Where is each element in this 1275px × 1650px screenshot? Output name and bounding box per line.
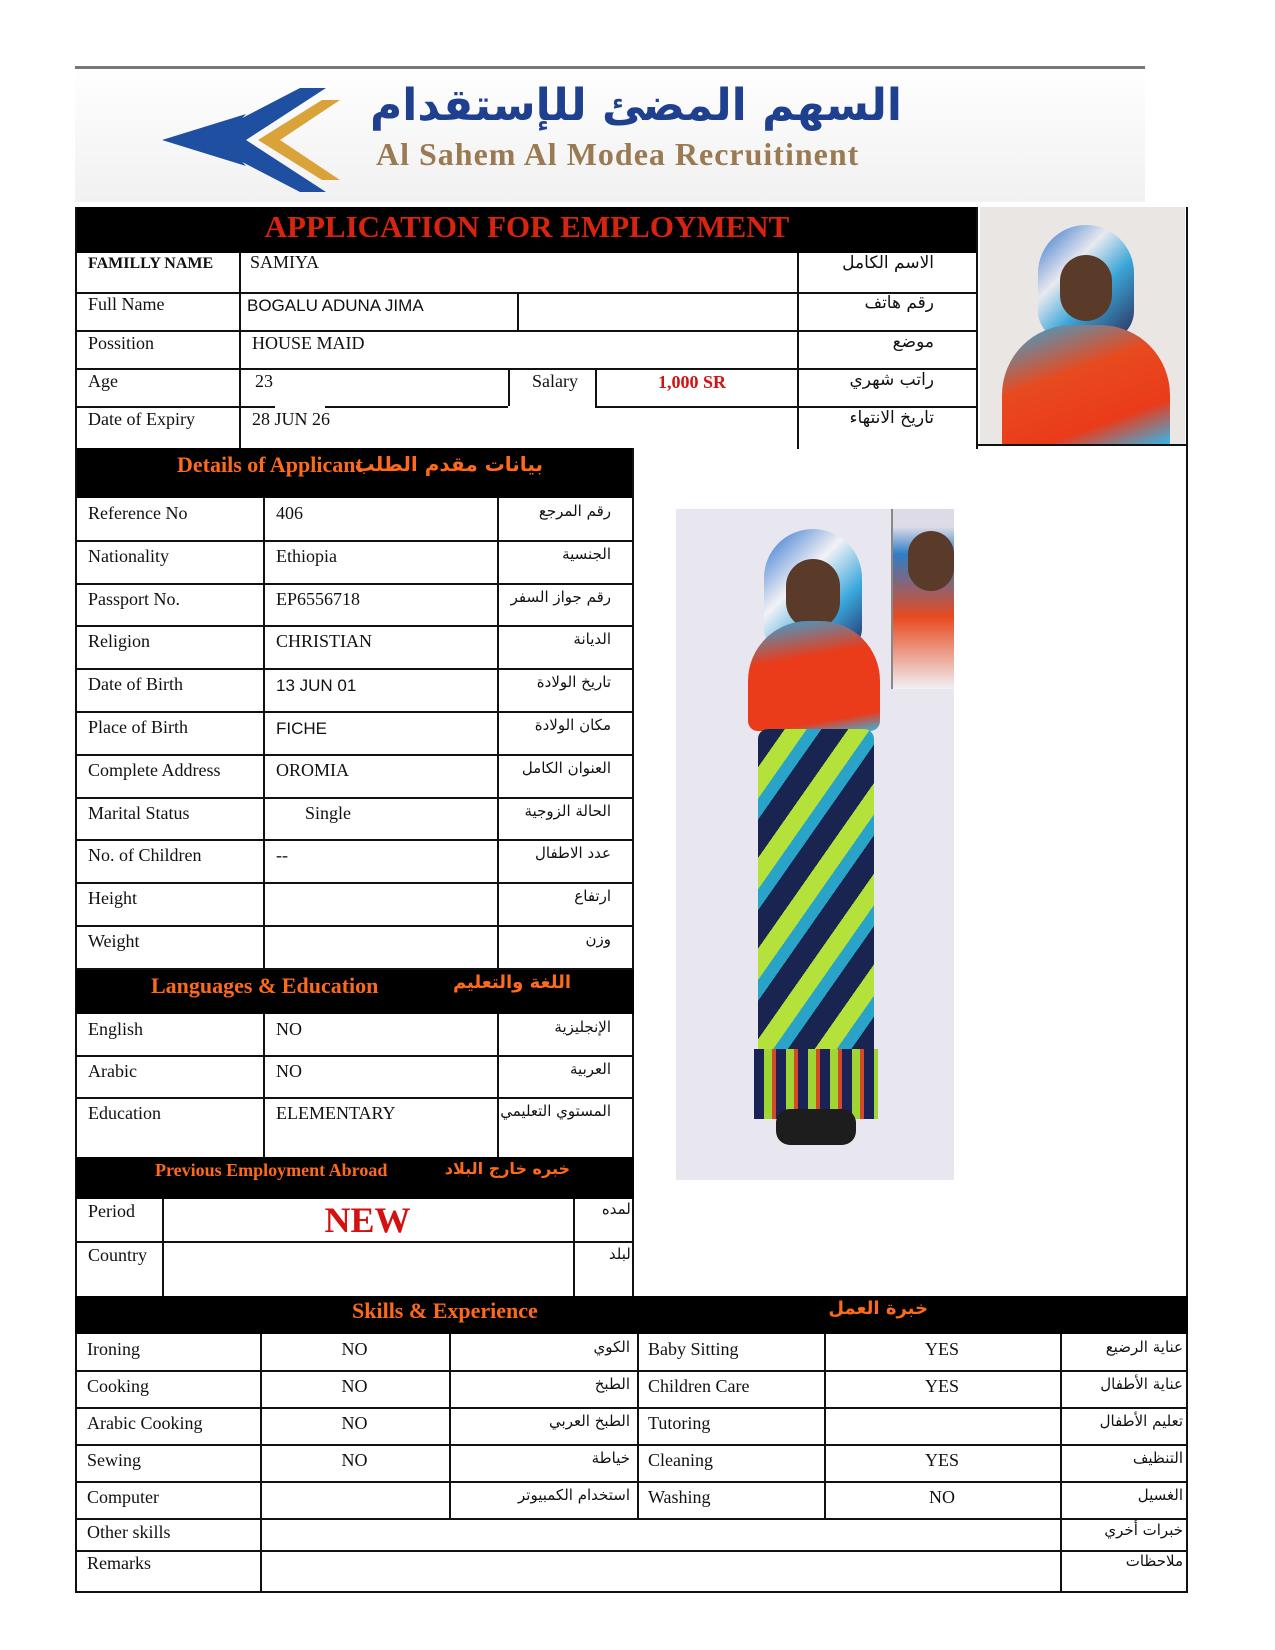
grid-line (76, 968, 634, 970)
details-value: OROMIA (276, 759, 350, 780)
family-name-label: FAMILLY NAME (88, 255, 214, 272)
skills-title-ar: خبرة العمل (828, 1298, 928, 1319)
languages-value: NO (276, 1061, 302, 1081)
languages-label: Arabic (88, 1061, 137, 1081)
remarks-label: Remarks (87, 1553, 151, 1573)
grid-line (76, 797, 634, 799)
skills-title-en: Skills & Experience (352, 1298, 538, 1323)
details-value: EP6556718 (276, 588, 361, 609)
details-label-ar: الجنسية (562, 544, 611, 563)
grid-line (76, 668, 634, 670)
details-value: FICHE (276, 719, 327, 738)
details-label-ar: وزن (585, 930, 611, 948)
grid-line (75, 1550, 1188, 1552)
grid-line (497, 1014, 499, 1157)
languages-title-ar: اللغة والتعليم (452, 972, 571, 993)
grid-line (797, 253, 799, 449)
other-skills-ar: خبرات أخري (1104, 1521, 1183, 1539)
grid-line (239, 253, 241, 449)
grid-line (573, 1199, 575, 1296)
skill-value: NO (341, 1450, 368, 1470)
details-title-en: Details of Applicant (177, 452, 363, 477)
languages-label-ar: الإنجليزية (554, 1018, 611, 1036)
grid-line (1060, 1334, 1062, 1591)
grid-line (76, 625, 634, 627)
grid-line (76, 925, 634, 927)
skills-header-bar (75, 1296, 1188, 1334)
grid-line (76, 540, 634, 542)
grid-line (76, 754, 634, 756)
skill-label: Ironing (87, 1339, 140, 1359)
skill-value: NO (341, 1339, 368, 1359)
full-name-label: Full Name (88, 294, 165, 314)
grid-line (76, 839, 634, 841)
grid-line (76, 583, 634, 585)
age-label: Age (88, 371, 118, 391)
grid-line (75, 1591, 1188, 1593)
grid-line (497, 498, 499, 969)
details-value: -- (276, 845, 288, 866)
skill-label-ar: الكوي (593, 1338, 630, 1356)
grid-line (75, 1518, 1188, 1520)
details-label-ar: مكان الولادة (534, 716, 611, 734)
grid-line (75, 1481, 1188, 1483)
languages-title-en: Languages & Education (151, 973, 379, 998)
grid-line (76, 1097, 634, 1099)
phone-ar: رقم هاتف (864, 293, 934, 313)
skill-label: Cleaning (648, 1450, 713, 1470)
applicant-full-body-photo (676, 509, 954, 1180)
skill-value: YES (924, 1339, 959, 1359)
details-label-ar: ارتفاع (574, 887, 611, 906)
languages-label: English (88, 1019, 144, 1039)
grid-line (637, 1334, 639, 1519)
grid-line (75, 368, 978, 370)
full-name-value: BOGALU ADUNA JIMA (247, 296, 424, 315)
details-value: Single (305, 802, 352, 823)
age-value: 23 (255, 371, 273, 391)
details-label: Date of Birth (88, 674, 183, 695)
skill-label-ar: التنظيف (1132, 1449, 1183, 1467)
employment-status: NEW (324, 1200, 411, 1240)
family-name-value: SAMIYA (250, 252, 320, 272)
details-label: No. of Children (88, 845, 202, 866)
grid-line (75, 207, 77, 449)
grid-line (263, 498, 265, 969)
skill-label: Sewing (87, 1450, 141, 1470)
languages-value: ELEMENTARY (276, 1103, 396, 1123)
skill-value: NO (929, 1487, 955, 1507)
details-label: Height (88, 888, 137, 909)
details-title-ar: بيانات مقدم الطلب (354, 452, 543, 476)
grid-line (976, 444, 1188, 446)
company-name-arabic: السهم المضئ للإستقدام (370, 80, 902, 131)
details-label: Reference No (88, 503, 188, 523)
form-title: APPLICATION FOR EMPLOYMENT (264, 209, 790, 244)
applicant-portrait-photo (980, 207, 1185, 444)
position-value: HOUSE MAID (252, 333, 365, 353)
country-ar: البلد (608, 1245, 635, 1263)
skill-value: NO (341, 1413, 368, 1433)
details-label-ar: رقم المرجع (538, 502, 611, 520)
skill-label: Cooking (87, 1376, 150, 1396)
expiry-ar: تاريخ الانتهاء (849, 408, 934, 428)
remarks-ar: ملاحظات (1125, 1552, 1183, 1570)
details-label-ar: عدد الاطفال (535, 844, 611, 863)
skill-label: Baby Sitting (648, 1339, 739, 1359)
salary-ar: راتب شهري (849, 370, 934, 390)
grid-line (976, 207, 978, 449)
salary-value: 1,000 SR (658, 372, 727, 392)
skill-value: YES (924, 1450, 959, 1470)
details-label: Complete Address (88, 759, 221, 780)
previous-title-ar: خبره خارج البلاد (444, 1159, 570, 1178)
languages-label: Education (88, 1103, 161, 1123)
other-skills-label: Other skills (87, 1522, 171, 1542)
expiry-value: 28 JUN 26 (252, 409, 331, 429)
grid-line (75, 292, 978, 294)
skill-value: NO (341, 1376, 368, 1396)
grid-line (595, 368, 597, 406)
grid-line (508, 368, 510, 406)
grid-line (75, 406, 275, 408)
grid-line (76, 1055, 634, 1057)
skill-label: Computer (87, 1487, 159, 1507)
details-value: CHRISTIAN (276, 631, 373, 652)
period-label: Period (88, 1201, 135, 1221)
details-label-ar: الحالة الزوجية (524, 801, 611, 820)
details-value: 13 JUN 01 (276, 676, 357, 696)
expiry-label: Date of Expiry (88, 409, 195, 429)
position-ar: موضع (892, 332, 934, 352)
grid-line (1186, 207, 1188, 446)
skill-label-ar: خياطة (591, 1449, 630, 1467)
skill-label: Children Care (648, 1376, 750, 1396)
logo-divider (75, 66, 1145, 69)
details-label: Religion (88, 631, 150, 652)
skill-label-ar: عناية الرضيع (1105, 1338, 1183, 1356)
grid-line (75, 1444, 1188, 1446)
skill-label: Arabic Cooking (87, 1413, 203, 1433)
position-label: Possition (88, 333, 155, 353)
languages-label-ar: المستوي التعليمي (500, 1102, 611, 1120)
details-label-ar: رقم جواز السفر (510, 587, 611, 606)
details-label-ar: العنوان الكامل (521, 758, 611, 777)
details-label: Weight (88, 931, 140, 951)
skill-label-ar: تعليم الأطفال (1099, 1412, 1183, 1430)
details-label: Passport No. (88, 588, 181, 609)
previous-title-en: Previous Employment Abroad (155, 1160, 388, 1180)
family-name-ar: الاسم الكامل (842, 253, 934, 273)
grid-line (517, 292, 519, 330)
grid-line (75, 330, 978, 332)
details-label: Place of Birth (88, 717, 188, 737)
grid-line (75, 1407, 1188, 1409)
grid-line (75, 1334, 77, 1591)
company-logo-arrow-icon (150, 84, 350, 196)
grid-line (76, 711, 634, 713)
grid-line (263, 1014, 265, 1157)
grid-line (76, 882, 634, 884)
grid-line (75, 1370, 1188, 1372)
country-label: Country (88, 1245, 148, 1265)
languages-value: NO (276, 1019, 302, 1039)
skill-label-ar: عناية الأطفال (1100, 1375, 1183, 1393)
skill-label-ar: الغسيل (1137, 1486, 1183, 1504)
grid-line (824, 1334, 826, 1519)
grid-line (76, 1241, 634, 1243)
languages-label-ar: العربية (570, 1060, 611, 1078)
skill-label: Washing (648, 1487, 711, 1507)
grid-line (325, 406, 508, 408)
company-name-english: Al Sahem Al Modea Recruitinent (376, 136, 860, 172)
skill-label-ar: الطبخ العربي (549, 1412, 630, 1430)
details-label-ar: الديانة (573, 630, 611, 649)
salary-label: Salary (532, 371, 578, 391)
skill-label-ar: استخدام الكمبيوتر (518, 1486, 630, 1504)
details-label: Marital Status (88, 802, 190, 823)
skill-label: Tutoring (648, 1413, 711, 1433)
details-label: Nationality (88, 545, 169, 566)
skill-label-ar: الطبخ (594, 1375, 630, 1393)
grid-line (1186, 444, 1188, 1296)
details-value: 406 (276, 503, 303, 523)
grid-line (449, 1334, 451, 1519)
details-value: Ethiopia (276, 545, 337, 566)
period-ar: المده (601, 1200, 635, 1218)
details-label-ar: تاريخ الولادة (536, 673, 611, 692)
grid-line (260, 1334, 262, 1591)
skill-value: YES (924, 1376, 959, 1396)
grid-line (1186, 1334, 1188, 1593)
